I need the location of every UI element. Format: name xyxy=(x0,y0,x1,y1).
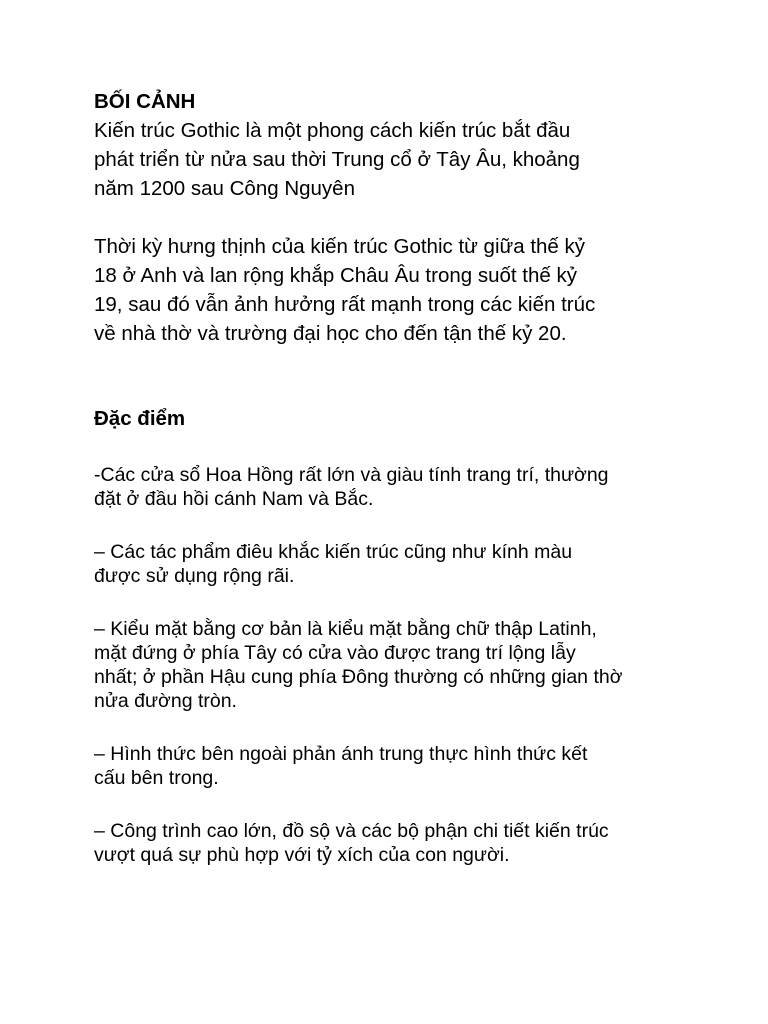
feature-item-5: – Công trình cao lớn, đồ sộ và các bộ phận chi tiết kiến trúc vượt quá sự phù hợp với tỷ xích của con người. xyxy=(94,820,609,866)
feature-item-4: – Hình thức bên ngoài phản ánh trung thực hình thức kết cấu bên trong. xyxy=(94,743,588,789)
feature-item-3: – Kiểu mặt bằng cơ bản là kiểu mặt bằng chữ thập Latinh, mặt đứng ở phía Tây có cửa vào được trang trí lộng lẫy nhất; ở phần Hậu cung phía Đông thường có những gian thờ nửa đường tròn. xyxy=(94,618,623,712)
feature-item-1: -Các cửa sổ Hoa Hồng rất lớn và giàu tính trang trí, thường đặt ở đầu hồi cánh Nam và Bắc. xyxy=(94,464,609,510)
background-paragraph-2: Thời kỳ hưng thịnh của kiến trúc Gothic từ giữa thế kỷ 18 ở Anh và lan rộng khắp Châu Âu trong suốt thế kỷ 19, sau đó vẫn ảnh hưởng rất mạnh trong các kiến trúc về nhà thờ và trường đại học cho đến tận thế kỷ 20. xyxy=(94,235,596,345)
background-heading: BỐI CẢNH xyxy=(94,90,196,113)
features-list xyxy=(94,463,734,896)
features-heading: Đặc điểm xyxy=(94,407,186,430)
feature-item-2: – Các tác phẩm điêu khắc kiến trúc cũng như kính màu được sử dụng rộng rãi. xyxy=(94,541,573,587)
background-paragraph-1: Kiến trúc Gothic là một phong cách kiến trúc bắt đầu phát triển từ nửa sau thời Trung cổ ở Tây Âu, khoảng năm 1200 sau Công Nguyên xyxy=(94,119,580,200)
background-section xyxy=(94,87,734,348)
